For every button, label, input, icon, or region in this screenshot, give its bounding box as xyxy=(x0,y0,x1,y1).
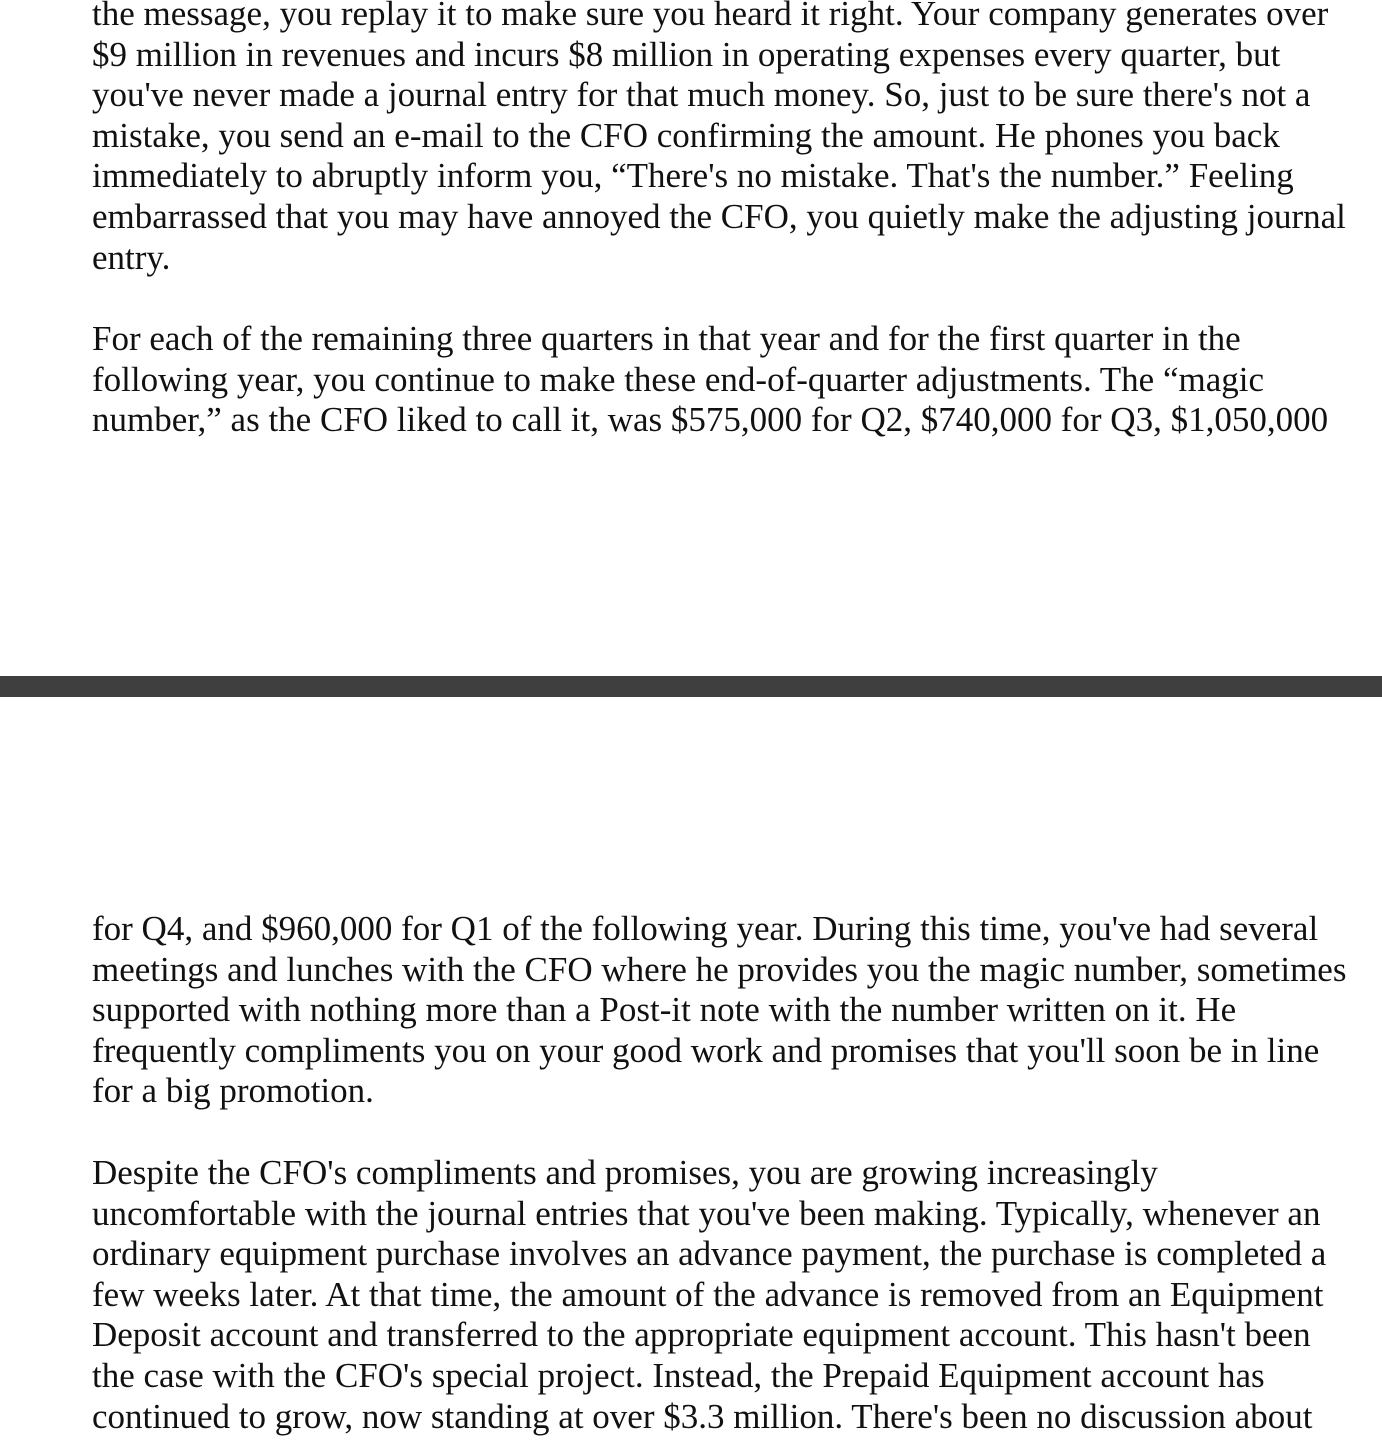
text-line: $9 million in revenues and incurs $8 million in operating expenses every quarter, but xyxy=(92,34,1281,74)
text-line: uncomfortable with the journal entries that you've been making. Typically, whenever an xyxy=(92,1193,1321,1233)
document-page-top xyxy=(0,0,1382,676)
text-line: mistake, you send an e-mail to the CFO confirming the amount. He phones you back xyxy=(92,115,1280,155)
text-line: entry. xyxy=(92,237,171,277)
text-line: number,” as the CFO liked to call it, was $575,000 for Q2, $740,000 for Q3, $1,050,000 xyxy=(92,400,1329,440)
text-line: supported with nothing more than a Post-it note with the number written on it. He xyxy=(92,990,1237,1030)
text-line: Despite the CFO's compliments and promises, you are growing increasingly xyxy=(92,1153,1158,1192)
text-line: embarrassed that you may have annoyed the CFO, you quietly make the adjusting journal xyxy=(92,196,1346,236)
text-line: ordinary equipment purchase involves an advance payment, the purchase is completed a xyxy=(92,1234,1327,1274)
text-line: continued to grow, now standing at over $3.3 million. There's been no discussion about xyxy=(92,1396,1313,1436)
text-line: For each of the remaining three quarters in that year and for the first quarter in the xyxy=(92,319,1241,358)
text-line: the message, you replay it to make sure you heard it right. Your company generates over xyxy=(92,0,1329,33)
text-line: for a big promotion. xyxy=(92,1071,374,1111)
text-line: few weeks later. At that time, the amount of the advance is removed from an Equipment xyxy=(92,1274,1324,1314)
text-line: following year, you continue to make these end-of-quarter adjustments. The “magic xyxy=(92,359,1265,399)
paragraph-magic-number-continued xyxy=(92,909,1372,1112)
paragraph-quarterly-adjustments xyxy=(92,319,1372,441)
text-line: Deposit account and transferred to the appropriate equipment account. This hasn't been xyxy=(92,1315,1311,1355)
page-separator xyxy=(0,676,1382,697)
paragraph-growing-uncomfortable xyxy=(92,1153,1372,1437)
text-line: you've never made a journal entry for that much money. So, just to be sure there's not a xyxy=(92,75,1311,115)
text-line: meetings and lunches with the CFO where he provides you the magic number, sometimes xyxy=(92,949,1347,989)
text-line: frequently compliments you on your good work and promises that you'll soon be in line xyxy=(92,1030,1320,1070)
paragraph-cfo-call xyxy=(92,0,1372,278)
text-line: immediately to abruptly inform you, “There's no mistake. That's the number.” Feeling xyxy=(92,156,1294,196)
text-line: for Q4, and $960,000 for Q1 of the following year. During this time, you've had several xyxy=(92,909,1319,948)
text-line: the case with the CFO's special project. Instead, the Prepaid Equipment account has xyxy=(92,1355,1265,1395)
